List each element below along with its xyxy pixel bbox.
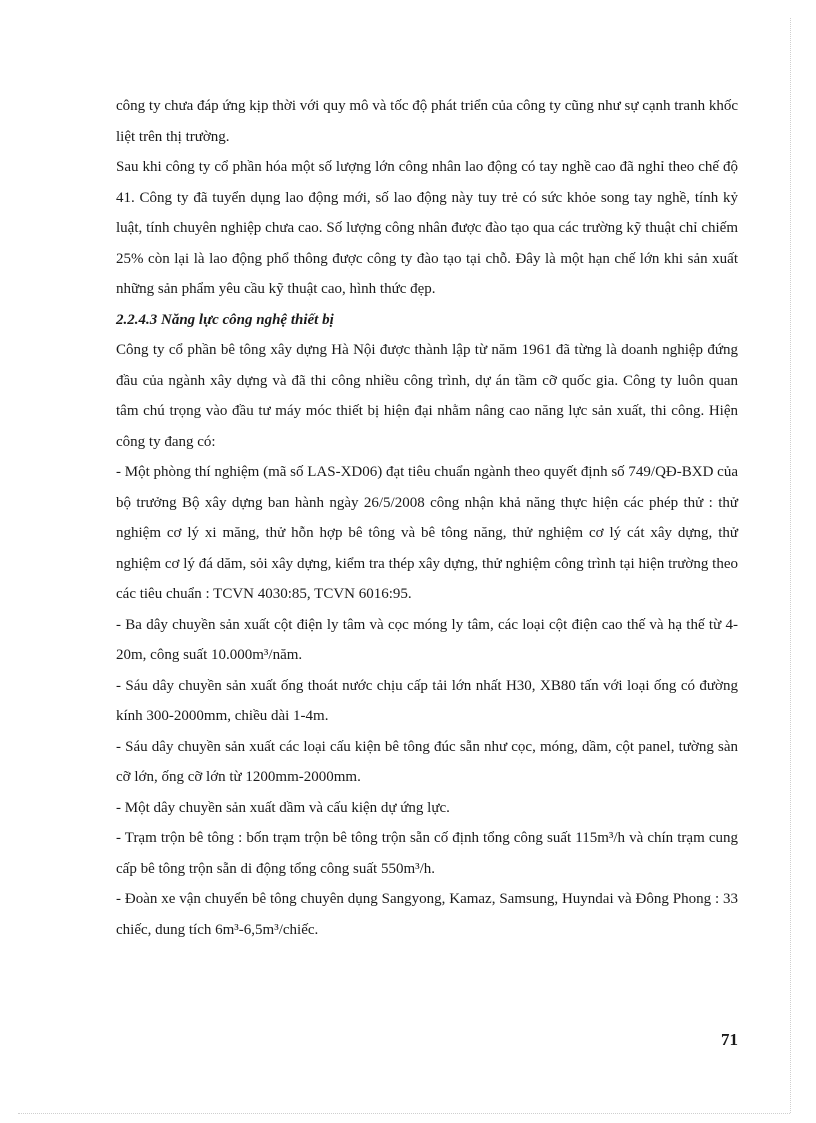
list-item: - Một phòng thí nghiệm (mã số LAS-XD06) đạt tiêu chuẩn ngành theo quyết định số 749/QĐ-BXD của bộ trưởng Bộ xây dựng ban hành ngày 26/5/2008 công nhận khả năng thực hiện các phép thử : thử nghiệm cơ lý xi măng, thử hỗn hợp bê tông và bê tông năng, thử nghiệm cơ lý cát xây dựng, thử nghiệm cơ lý đá dăm, sỏi xây dựng, kiểm tra thép xây dựng, thử nghiệm công trình tại hiện trường theo các tiêu chuẩn : TCVN 4030:85, TCVN 6016:95. (116, 464, 738, 602)
page-number: 71 (721, 1030, 738, 1049)
list-item: - Ba dây chuyền sản xuất cột điện ly tâm và cọc móng ly tâm, các loại cột điện cao thế và hạ thế từ 4-20m, công suất 10.000m³/năm. (116, 616, 738, 663)
page-border-right (790, 18, 791, 1113)
list-item: - Sáu dây chuyền sản xuất ống thoát nước chịu cấp tải lớn nhất H30, XB80 tấn với loại ống có đường kính 300-2000mm, chiều dài 1-4m. (116, 677, 738, 724)
paragraph: Sau khi công ty cổ phần hóa một số lượng lớn công nhân lao động có tay nghề cao đã nghỉ theo chế độ 41. Công ty đã tuyển dụng lao động mới, số lao động này tuy trẻ có sức khỏe song tay nghề, tính kỷ luật, tính chuyên nghiệp chưa cao. Số lượng công nhân được đào tạo qua các trường kỹ thuật chỉ chiếm 25% còn lại là lao động phổ thông được công ty đào tạo tại chỗ. Đây là một hạn chế lớn khi sản xuất những sản phẩm yêu cầu kỹ thuật cao, hình thức đẹp. (116, 159, 738, 297)
paragraph: Công ty cổ phần bê tông xây dựng Hà Nội được thành lập từ năm 1961 đã từng là doanh nghiệp đứng đầu của ngành xây dựng và đã thi công nhiều công trình, dự án tầm cỡ quốc gia. Công ty luôn quan tâm chú trọng vào đầu tư máy móc thiết bị hiện đại nhằm nâng cao năng lực sản xuất, thi công. Hiện công ty đang có: (116, 342, 738, 450)
section-heading: 2.2.4.3 Năng lực công nghệ thiết bị (116, 311, 334, 328)
list-item: - Trạm trộn bê tông : bốn trạm trộn bê tông trộn sẵn cố định tổng công suất 115m³/h và chín trạm cung cấp bê tông trộn sẵn di động tổng công suất 550m³/h. (116, 830, 738, 877)
list-item: - Một dây chuyền sản xuất dầm và cấu kiện dự ứng lực. (116, 799, 450, 816)
paragraph: công ty chưa đáp ứng kịp thời với quy mô và tốc độ phát triển của công ty cũng như sự cạnh tranh khốc liệt trên thị trường. (116, 98, 738, 145)
document-page (116, 91, 738, 945)
page-border-bottom (18, 1113, 790, 1114)
list-item: - Đoàn xe vận chuyển bê tông chuyên dụng Sangyong, Kamaz, Samsung, Huyndai và Đông Phong : 33 chiếc, dung tích 6m³-6,5m³/chiếc. (116, 891, 738, 938)
list-item: - Sáu dây chuyền sản xuất các loại cấu kiện bê tông đúc sẵn như cọc, móng, dầm, cột panel, tường sàn cỡ lớn, ống cỡ lớn từ 1200mm-2000mm. (116, 738, 738, 785)
